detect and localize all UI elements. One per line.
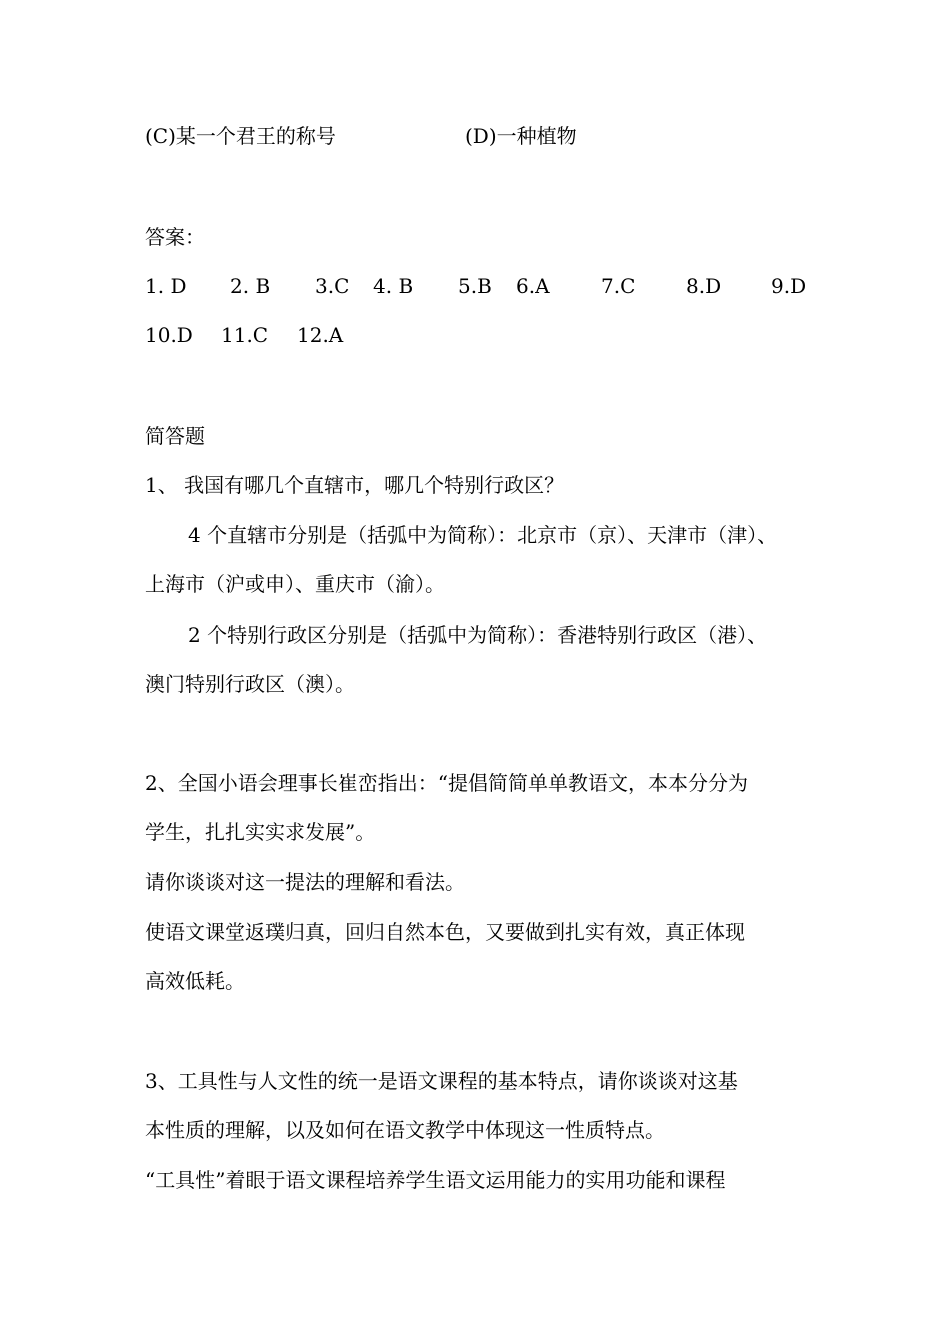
question-2-line-1: 2、全国小语会理事长崔峦指出：“提倡简简单单教语文，本本分分为 xyxy=(145,771,748,795)
answer-item: 11.C xyxy=(221,323,269,347)
answer-2-line-1: 使语文课堂返璞归真，回归自然本色，又要做到扎实有效，真正体现 xyxy=(145,920,745,944)
answer-item: 10.D xyxy=(145,323,193,347)
answer-item: 4. B xyxy=(373,274,414,298)
answer-item: 3.C xyxy=(315,274,350,298)
answer-item: 6.A xyxy=(516,274,550,298)
answers-heading: 答案： xyxy=(145,225,205,249)
option-d: (D)一种植物 xyxy=(465,124,577,148)
answer-2-line-2: 高效低耗。 xyxy=(145,969,245,993)
answer-1-line-2: 上海市（沪或申）、重庆市（渝）。 xyxy=(145,572,445,596)
option-c: (C)某一个君王的称号 xyxy=(145,124,336,148)
answer-3-line-1: “工具性”着眼于语文课程培养学生语文运用能力的实用功能和课程 xyxy=(145,1168,726,1192)
answer-1-line-4: 澳门特别行政区（澳）。 xyxy=(145,672,355,696)
answer-item: 8.D xyxy=(686,274,722,298)
answer-1-line-3: 2 个特别行政区分别是（括弧中为简称）：香港特别行政区（港）、 xyxy=(188,623,768,647)
question-1: 1、 我国有哪几个直辖市，哪几个特别行政区？ xyxy=(145,473,565,497)
answer-item: 2. B xyxy=(230,274,271,298)
answer-item: 1. D xyxy=(145,274,187,298)
answer-item: 5.B xyxy=(458,274,492,298)
question-3-line-2: 本性质的理解，以及如何在语文教学中体现这一性质特点。 xyxy=(145,1118,665,1142)
short-answer-heading: 简答题 xyxy=(145,424,205,448)
answer-item: 9.D xyxy=(771,274,807,298)
question-2-line-2: 学生，扎扎实实求发展”。 xyxy=(145,820,376,844)
answer-1-line-1: 4 个直辖市分别是（括弧中为简称）：北京市（京）、天津市（津）、 xyxy=(188,523,778,547)
answer-item: 7.C xyxy=(601,274,636,298)
question-3-line-1: 3、工具性与人文性的统一是语文课程的基本特点，请你谈谈对这基 xyxy=(145,1069,738,1093)
question-2-prompt: 请你谈谈对这一提法的理解和看法。 xyxy=(145,870,465,894)
answer-item: 12.A xyxy=(297,323,344,347)
